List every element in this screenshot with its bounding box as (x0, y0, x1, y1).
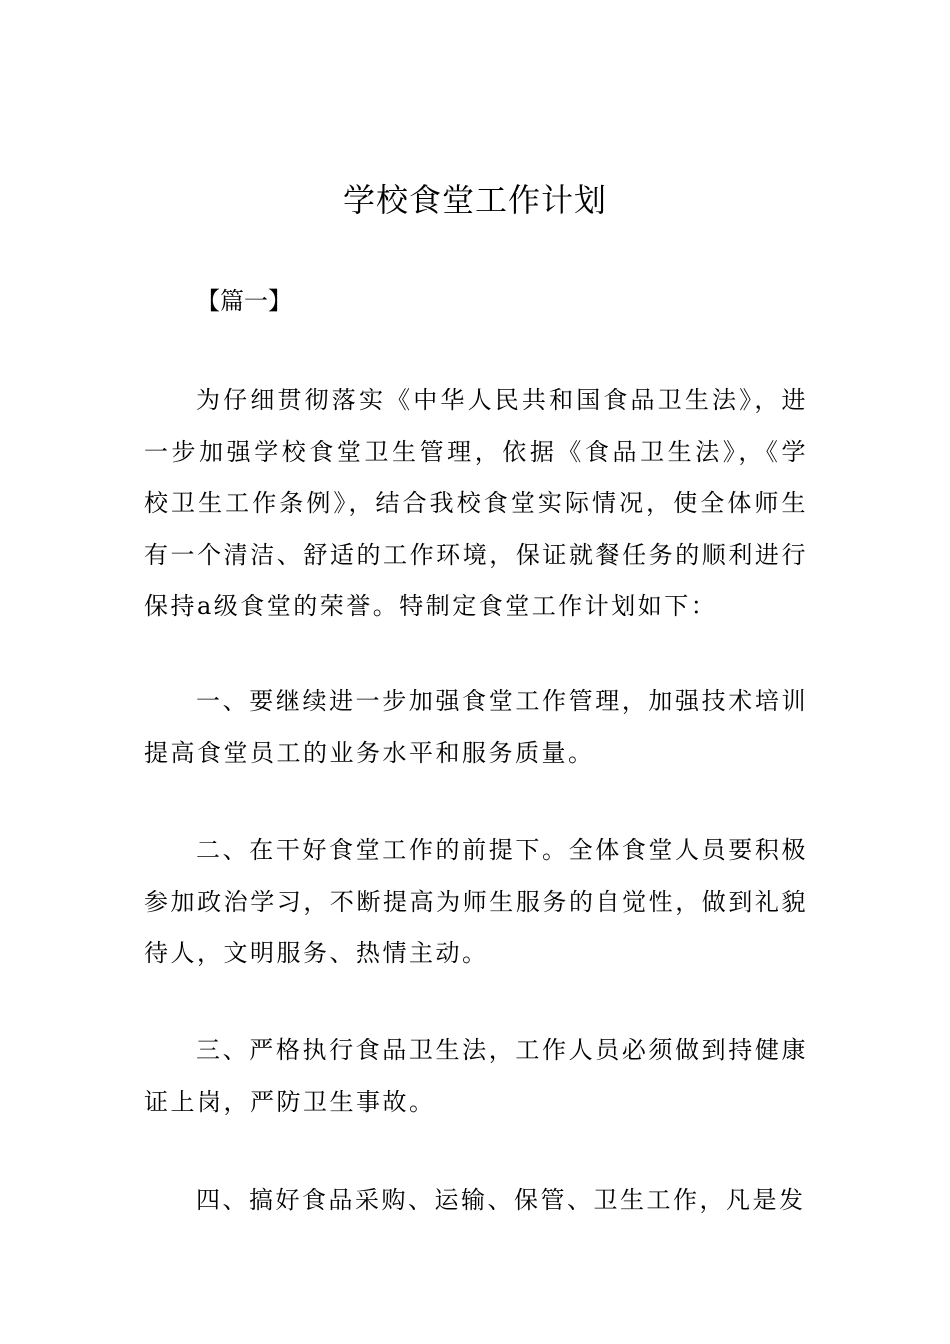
paragraph-item-1: 一、要继续进一步加强食堂工作管理，加强技术培训提高食堂员工的业务水平和服务质量。 (144, 687, 808, 767)
document-title: 学校食堂工作计划 (342, 181, 607, 219)
paragraph-item-3: 三、严格执行食品卫生法，工作人员必须做到持健康证上岗，严防卫生事故。 (144, 1036, 808, 1116)
paragraph-item-4: 四、搞好食品采购、运输、保管、卫生工作，凡是发 (196, 1186, 806, 1214)
paragraph-intro: 为仔细贯彻落实《中华人民共和国食品卫生法》，进一步加强学校食堂卫生管理，依据《食品卫生法》，《学校卫生工作条例》，结合我校食堂实际情况，使全体师生有一个清洁、舒适的工作环境，保证就餐任务的顺利进行保持a级食堂的荣誉。特制定食堂工作计划如下： (144, 386, 808, 620)
paragraph-item-2: 二、在干好食堂工作的前提下。全体食堂人员要积极参加政治学习，不断提高为师生服务的自觉性，做到礼貌待人，文明服务、热情主动。 (144, 836, 808, 967)
section-label: 【篇一】 (196, 287, 292, 315)
